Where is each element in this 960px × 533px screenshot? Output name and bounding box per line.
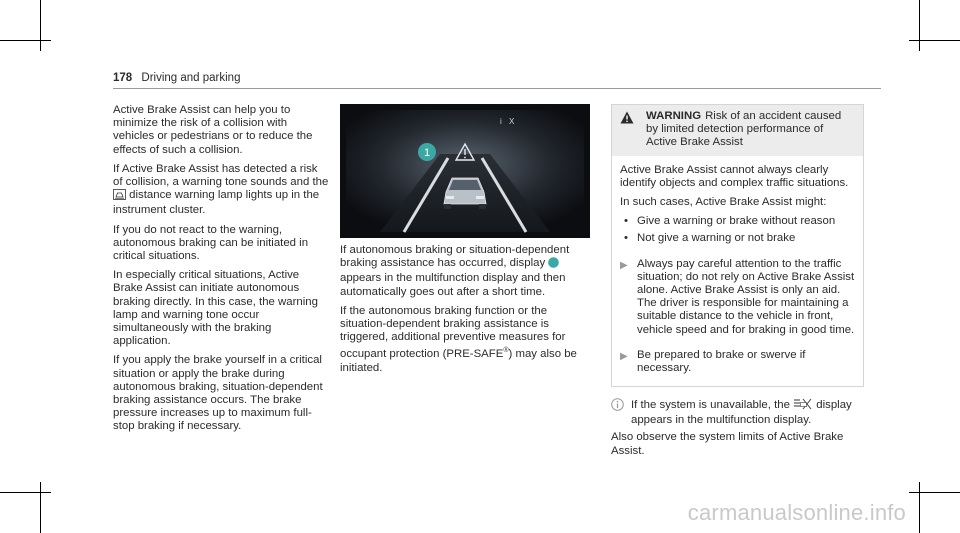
page-header [113,72,240,84]
paragraph [113,163,329,218]
crop-mark [0,492,51,493]
warning-label: WARNING [646,110,702,122]
paragraph: Active Brake Assist can help you to minimize the risk of a collision with vehicles or pedestrians or to reduce the effects of such a collision. [113,104,313,156]
paragraph-text: If autonomous braking or situation-dependent braking assistance has occurred, display [340,244,570,270]
warning-header [612,105,863,156]
info-icon [611,398,631,427]
paragraph: In especially critical situations, Active Brake Assist can initiate autonomous braking directly. In this case, the warning lamp and warning tone occur simultaneously with the braking application. [113,269,318,348]
info-status-icon: i [500,117,502,126]
text-column-left [113,104,329,440]
list-item: • Not give a warning or not brake [620,232,855,245]
paragraph-text: display appears in the multifunction display. [631,399,852,427]
instruction-item [620,349,855,375]
instruction-text: Be prepared to brake or swerve if necessary. [637,348,806,375]
text-column-middle [340,244,592,381]
paragraph: Active Brake Assist cannot always clearly identify objects and complex traffic situations. [620,163,849,189]
cross-status-icon: X [509,117,515,126]
paragraph: In such cases, Active Brake Assist might: [620,196,827,209]
paragraph-text: appears in the multifunction display and then automatically goes out after a short time. [340,272,566,298]
callout-number: 1 [423,147,431,159]
instruction-item [620,258,855,337]
play-arrow-icon: ▶ [620,350,628,362]
list-item: • Give a warning or brake without reason [620,215,855,228]
crop-mark [40,0,41,51]
header-divider [113,88,881,89]
multifunction-display-illustration [340,104,590,238]
bullet-list [620,215,855,245]
play-arrow-icon: ▶ [620,259,628,271]
callout-1-badge [418,143,436,161]
paragraph: Also observe the system limits of Active Brake Assist. [611,431,844,457]
crop-mark [919,0,920,51]
info-note [611,398,869,458]
section-title: Driving and parking [141,72,241,84]
car-icon [444,178,486,209]
note-row [611,398,869,427]
display-graphic [340,104,590,238]
paragraph: If you apply the brake yourself in a critical situation or apply the brake during autonomous braking, situation-dependent braking assistance occurs. The brake pressure increases up to maximum full-stop braking if necessary. [113,354,323,433]
warning-triangle-icon [620,110,646,150]
paragraph-text: If Active Brake Assist has detected a risk of collision, a warning tone sounds and the [113,162,329,189]
warning-body [612,156,863,376]
paragraph-text: distance warning lamp lights up in the instrument cluster. [113,189,320,217]
callout-1-icon [548,257,559,272]
note-text [631,398,869,427]
registered-mark: ® [503,347,509,355]
paragraph: If you do not react to the warning, autonomous braking can be initiated in critical situations. [113,223,309,263]
warning-box [611,104,864,387]
crop-mark [909,492,960,493]
paragraph [340,244,592,299]
crop-mark [909,40,960,41]
active-brake-assist-off-icon [793,398,813,414]
paragraph [340,305,592,375]
paragraph-text: ) may also be initiated. [340,348,577,374]
warning-heading [646,110,855,150]
paragraph-text: If the system is unavailable, the [631,399,790,411]
distance-warning-lamp-icon [113,189,126,204]
paragraph-text: If the autonomous braking function or the situation-dependent braking assistance is triggered, additional preventive measures for occupant protection (PRE-SAFE [340,304,566,361]
watermark: carmanualsonline.info [687,500,906,525]
crop-mark [0,40,51,41]
page-number: 178 [113,72,133,84]
warning-title: Risk of an accident caused by limited detection performance of Active Brake Assist [646,110,842,149]
instruction-text: Always pay careful attention to the traffic situation; do not rely on Active Brake Assist alone. Active Brake Assist is only an aid. The driver is responsible for maintaining a suitable distance to the vehicle in front, vehicle speed and for braking in good time. [637,257,855,336]
